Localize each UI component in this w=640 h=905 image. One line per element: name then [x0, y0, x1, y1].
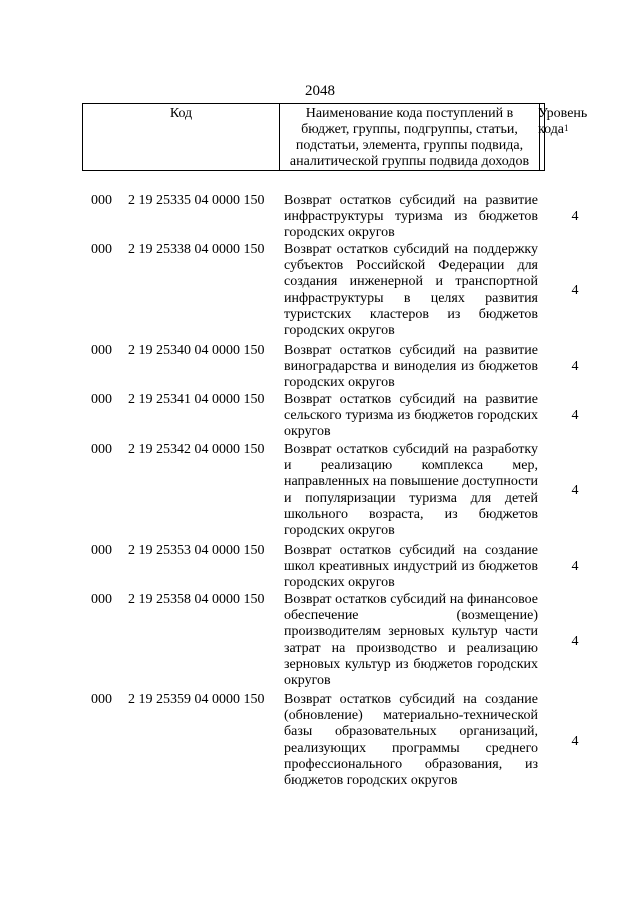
row-description: Возврат остатков субсидий на финансовое обеспечение (возмещение) производителям зерновых культур части затрат на производство и реализацию зерновых культур из бюджетов городских округов [284, 592, 538, 689]
header-code: Код [83, 104, 280, 170]
row-prefix: 000 [91, 692, 112, 707]
row-prefix: 000 [91, 242, 112, 257]
table-header [82, 103, 588, 171]
row-code: 2 19 25342 04 0000 150 [128, 442, 265, 457]
header-level [538, 106, 588, 138]
row-description: Возврат остатков субсидий на поддержку субъектов Российской Федерации для создания инженерной и транспортной инфраструктуры в целях развития туристских кластеров из бюджетов городских округов [284, 242, 538, 339]
row-code: 2 19 25359 04 0000 150 [128, 692, 265, 707]
row-level: 4 [571, 408, 579, 423]
row-prefix: 000 [91, 442, 112, 457]
row-level: 4 [571, 734, 579, 749]
row-description: Возврат остатков субсидий на развитие инфраструктуры туризма из бюджетов городских округов [284, 193, 538, 241]
row-code: 2 19 25358 04 0000 150 [128, 592, 265, 607]
row-code: 2 19 25353 04 0000 150 [128, 543, 265, 558]
row-description: Возврат остатков субсидий на развитие сельского туризма из бюджетов городских округов [284, 392, 538, 440]
row-code: 2 19 25335 04 0000 150 [128, 193, 265, 208]
row-description: Возврат остатков субсидий на разработку и реализацию комплекса мер, направленных на повышение доступности и популяризации туризма для детей школьного возраста, из бюджетов городских округов [284, 442, 538, 539]
row-level: 4 [571, 483, 579, 498]
row-prefix: 000 [91, 592, 112, 607]
row-description: Возврат остатков субсидий на создание школ креативных индустрий из бюджетов городских округов [284, 543, 538, 591]
header-name: Наименование кода поступлений в бюджет, группы, подгруппы, статьи, подстатьи, элемента, группы подвида, аналитической группы подвида доходов [280, 104, 540, 170]
row-prefix: 000 [91, 543, 112, 558]
row-description: Возврат остатков субсидий на создание (обновление) материально-технической базы образовательных организаций, реализующих программы среднего профессионального образования, из бюджетов городских округов [284, 692, 538, 789]
row-prefix: 000 [91, 343, 112, 358]
row-level: 4 [571, 559, 579, 574]
row-prefix: 000 [91, 392, 112, 407]
row-code: 2 19 25340 04 0000 150 [128, 343, 265, 358]
row-code: 2 19 25338 04 0000 150 [128, 242, 265, 257]
header-level-label: Уровень кода [538, 106, 588, 137]
row-prefix: 000 [91, 193, 112, 208]
row-description: Возврат остатков субсидий на развитие виноградарства и виноделия из бюджетов городских округов [284, 343, 538, 391]
row-level: 4 [571, 634, 579, 649]
row-level: 4 [571, 283, 579, 298]
row-level: 4 [571, 359, 579, 374]
row-level: 4 [571, 209, 579, 224]
row-code: 2 19 25341 04 0000 150 [128, 392, 265, 407]
page-number: 2048 [305, 83, 335, 99]
footnote-marker: 1 [564, 123, 569, 133]
